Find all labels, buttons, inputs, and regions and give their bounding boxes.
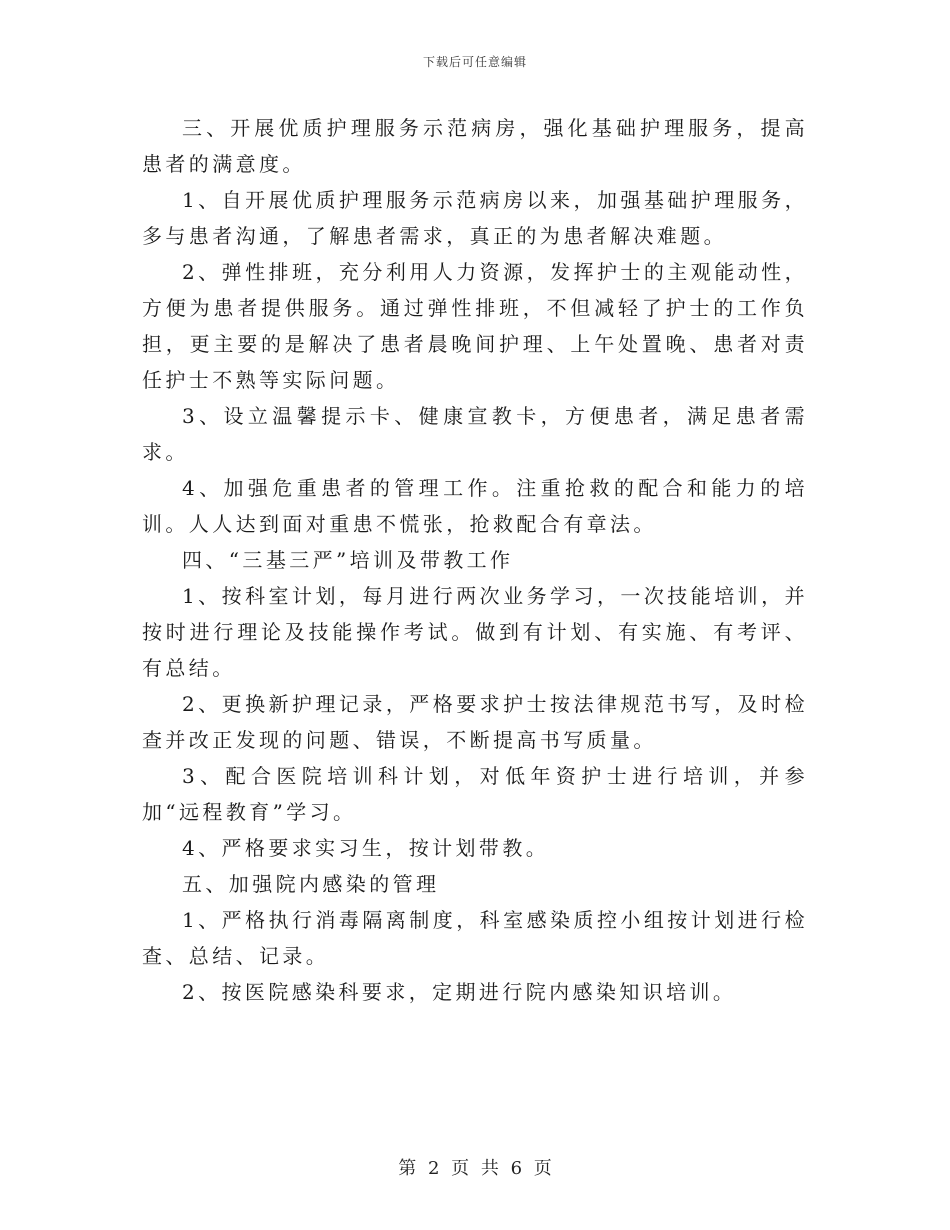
paragraph: 1、自开展优质护理服务示范病房以来，加强基础护理服务，多与患者沟通，了解患者需求，真正的为患者解决难题。: [142, 188, 808, 248]
section-heading-5: 五、加强院内感染的管理: [182, 872, 440, 896]
paragraph: 3、设立温馨提示卡、健康宣教卡，方便患者，满足患者需求。: [142, 404, 808, 464]
paragraph: 2、按医院感染科要求，定期进行院内感染知识培训。: [182, 980, 737, 1004]
page-header: 下载后可任意编辑: [422, 55, 527, 69]
paragraph: 2、更换新护理记录，严格要求护士按法律规范书写，及时检查并改正发现的问题、错误，不断提高书写质量。: [142, 692, 808, 752]
paragraph: 1、严格执行消毒隔离制度，科室感染质控小组按计划进行检查、总结、记录。: [142, 908, 808, 968]
paragraph: 2、弹性排班，充分利用人力资源，发挥护士的主观能动性，方便为患者提供服务。通过弹性排班，不但减轻了护士的工作负担，更主要的是解决了患者晨晚间护理、上午处置晚、患者对责任护士不熟等实际问题。: [142, 260, 808, 392]
section-heading-4: 四、“三基三严”培训及带教工作: [182, 548, 514, 572]
document-body: [142, 110, 808, 1010]
page-number-footer: 第 2 页 共 6 页: [398, 1158, 552, 1179]
paragraph: 1、按科室计划，每月进行两次业务学习，一次技能培训，并按时进行理论及技能操作考试。做到有计划、有实施、有考评、有总结。: [142, 584, 808, 680]
paragraph: 4、严格要求实习生，按计划带教。: [182, 836, 550, 860]
section-heading-3: 三、开展优质护理服务示范病房，强化基础护理服务，提高患者的满意度。: [142, 116, 808, 176]
paragraph: 3、配合医院培训科计划，对低年资护士进行培训，并参加“远程教育”学习。: [142, 764, 808, 824]
paragraph: 4、加强危重患者的管理工作。注重抢救的配合和能力的培训。人人达到面对重患不慌张，抢救配合有章法。: [142, 476, 808, 536]
